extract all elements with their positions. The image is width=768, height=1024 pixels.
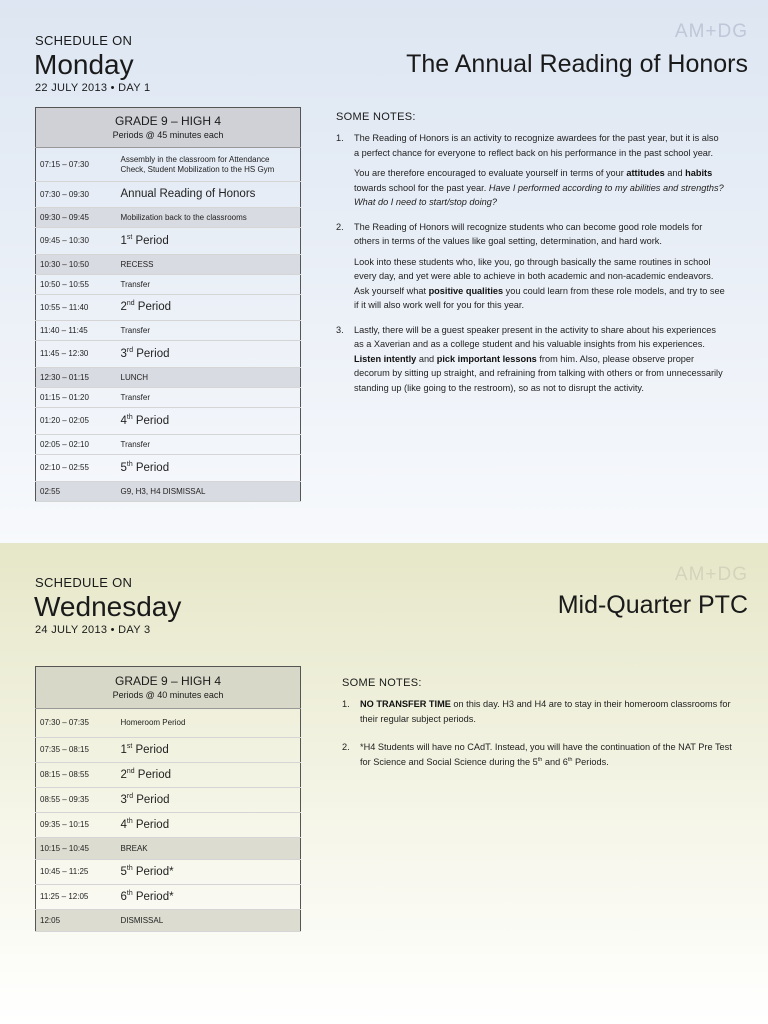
table-row <box>36 860 301 885</box>
table-row <box>36 182 301 208</box>
row-time: 10:50 – 10:55 <box>36 275 117 295</box>
table-row <box>36 208 301 228</box>
grade-label: GRADE 9 – HIGH 4 <box>114 114 222 129</box>
row-time: 11:40 – 11:45 <box>36 321 117 341</box>
day-name: Monday <box>34 49 134 80</box>
row-activity: 4th Period <box>117 813 301 838</box>
note-item: 1. The Reading of Honors is an activity to recognize awardees for the past year, but it is also a perfect chance for everyone to reflect back on his performance in the past school year. You are therefore encouraged to evaluate yourself in terms of your attitudes and habits towards school for the past year. Have I performed according to my abilities and strengths? What do I need to start/stop doing? <box>336 131 726 210</box>
row-activity: LUNCH <box>117 368 301 388</box>
period-length-label: Periods @ 40 minutes each <box>112 690 224 701</box>
row-time: 08:55 – 09:35 <box>36 788 117 813</box>
row-time: 01:20 – 02:05 <box>36 408 117 435</box>
note-paragraph: Lastly, there will be a guest speaker present in the activity to share about his experiences as a Xaverian and as a college student and his valuable insights from his experiences. Listen intently and pick important lessons from him. Also, please observe proper decorum by sitting up straight, and refraining from talking with others or from unnecessarily standing up (like going to the restroom), so as not to disrupt the activity. <box>354 324 723 393</box>
grade-label: GRADE 9 – HIGH 4 <box>114 674 222 689</box>
note-item: 2. The Reading of Honors will recognize students who can become good role models for others in terms of the values like goal setting, determination, and hard work. Look into these students who, like you, go through basically the same routines in school every day, and yet were able to achieve in both academic and non-academic endeavors. Ask yourself what positive qualities you could learn from these role models, and try to see if it will also work well for you for this year. <box>336 220 726 313</box>
note-paragraph: You are therefore encouraged to evaluate yourself in terms of your attitudes and habits towards school for the past year. Have I performed according to my abilities and strengths? What do I need to start/stop doing? <box>354 168 724 208</box>
day-name: Wednesday <box>34 591 182 622</box>
table-row <box>36 709 301 738</box>
row-activity: Assembly in the classroom for Attendance Check, Student Mobilization to the HS Gym <box>117 148 301 182</box>
row-time: 10:55 – 11:40 <box>36 295 117 321</box>
row-activity: Homeroom Period <box>117 709 301 738</box>
row-time: 10:45 – 11:25 <box>36 860 117 885</box>
row-activity: Transfer <box>117 321 301 341</box>
note-paragraph: Look into these students who, like you, go through basically the same routines in school every day, and yet were able to achieve in both academic and non-academic endeavors. Ask yourself what positive qualities you could learn from these role models, and try to see if it will also work well for you for this year. <box>354 256 725 311</box>
row-activity: Transfer <box>117 388 301 408</box>
notes-list <box>342 697 732 779</box>
table-row <box>36 368 301 388</box>
row-activity: DISMISSAL <box>117 910 301 932</box>
event-title: Mid-Quarter PTC <box>557 591 748 619</box>
note-paragraph: The Reading of Honors will recognize students who can become good role models for others in terms of the values like goal setting, determination, and hard work. <box>354 221 703 247</box>
table-row <box>36 738 301 763</box>
table-header <box>36 108 301 148</box>
table-row <box>36 788 301 813</box>
table-row <box>36 910 301 932</box>
note-item: 2. *H4 Students will have no CAdT. Instead, you will have the continuation of the NAT Pre Test for Science and Social Science during the 5th and 6th Periods. <box>342 740 732 769</box>
wednesday-section <box>0 543 768 1024</box>
row-time: 10:15 – 10:45 <box>36 838 117 860</box>
notes-heading: SOME NOTES: <box>342 677 422 689</box>
amdg-logo: AM+DG <box>674 21 748 42</box>
table-row <box>36 763 301 788</box>
table-row <box>36 455 301 482</box>
table-row <box>36 228 301 255</box>
note-item: 3. Lastly, there will be a guest speaker present in the activity to share about his experiences as a Xaverian and as a college student and his valuable insights from his experiences. Listen intently and pick important lessons from him. Also, please observe proper decorum by sitting up straight, and refraining from talking with others or from unnecessarily standing up (like going to the restroom), so as not to disrupt the activity. <box>336 323 726 396</box>
row-activity: Transfer <box>117 275 301 295</box>
event-title: The Annual Reading of Honors <box>406 50 748 78</box>
row-activity: 5th Period* <box>117 860 301 885</box>
row-activity: 3rd Period <box>117 788 301 813</box>
row-activity: RECESS <box>117 255 301 275</box>
row-time: 08:15 – 08:55 <box>36 763 117 788</box>
row-time: 02:10 – 02:55 <box>36 455 117 482</box>
note-paragraph: NO TRANSFER TIME on this day. H3 and H4 are to stay in their homeroom classrooms for their regular subject periods. <box>360 699 731 724</box>
row-activity: 1st Period <box>117 228 301 255</box>
schedule-on-label: SCHEDULE ON <box>35 33 133 48</box>
table-row <box>36 148 301 182</box>
notes-heading: SOME NOTES: <box>336 111 416 123</box>
row-time: 07:30 – 07:35 <box>36 709 117 738</box>
row-activity: Mobilization back to the classrooms <box>117 208 301 228</box>
schedule-table <box>35 666 301 932</box>
table-row <box>36 838 301 860</box>
table-row <box>36 813 301 838</box>
row-activity: 5th Period <box>117 455 301 482</box>
note-item: 1. NO TRANSFER TIME on this day. H3 and H4 are to stay in their homeroom classrooms for their regular subject periods. <box>342 697 732 726</box>
row-activity: 6th Period* <box>117 885 301 910</box>
row-time: 12:30 – 01:15 <box>36 368 117 388</box>
row-time: 11:25 – 12:05 <box>36 885 117 910</box>
schedule-table <box>35 107 301 502</box>
row-time: 09:45 – 10:30 <box>36 228 117 255</box>
notes-list <box>336 131 726 406</box>
note-paragraph: *H4 Students will have no CAdT. Instead, you will have the continuation of the NAT Pre Test for Science and Social Science during the 5th and 6th Periods. <box>360 742 732 767</box>
day-date: 24 JULY 2013 • DAY 3 <box>35 624 151 636</box>
row-activity: 4th Period <box>117 408 301 435</box>
row-activity: Transfer <box>117 435 301 455</box>
table-row <box>36 341 301 368</box>
row-time: 10:30 – 10:50 <box>36 255 117 275</box>
row-activity: G9, H3, H4 DISMISSAL <box>117 482 301 502</box>
schedule-on-label: SCHEDULE ON <box>35 575 133 590</box>
day-date: 22 JULY 2013 • DAY 1 <box>35 82 151 94</box>
table-header <box>36 667 301 709</box>
row-activity: BREAK <box>117 838 301 860</box>
row-activity: 1st Period <box>117 738 301 763</box>
table-row <box>36 435 301 455</box>
row-time: 02:05 – 02:10 <box>36 435 117 455</box>
row-time: 01:15 – 01:20 <box>36 388 117 408</box>
row-activity: 3rd Period <box>117 341 301 368</box>
row-time: 11:45 – 12:30 <box>36 341 117 368</box>
row-time: 07:30 – 09:30 <box>36 182 117 208</box>
table-row <box>36 295 301 321</box>
table-row <box>36 885 301 910</box>
table-row <box>36 275 301 295</box>
row-activity: 2nd Period <box>117 763 301 788</box>
row-time: 07:15 – 07:30 <box>36 148 117 182</box>
row-time: 07:35 – 08:15 <box>36 738 117 763</box>
table-row <box>36 255 301 275</box>
row-time: 12:05 <box>36 910 117 932</box>
table-row <box>36 408 301 435</box>
row-time: 02:55 <box>36 482 117 502</box>
row-activity: Annual Reading of Honors <box>117 182 301 208</box>
table-row <box>36 321 301 341</box>
amdg-logo: AM+DG <box>674 564 748 585</box>
row-activity: 2nd Period <box>117 295 301 321</box>
table-row <box>36 482 301 502</box>
note-paragraph: The Reading of Honors is an activity to recognize awardees for the past year, but it is also a perfect chance for everyone to reflect back on his performance in the past school year. <box>354 133 719 158</box>
row-time: 09:30 – 09:45 <box>36 208 117 228</box>
period-length-label: Periods @ 45 minutes each <box>112 130 224 141</box>
table-row <box>36 388 301 408</box>
row-time: 09:35 – 10:15 <box>36 813 117 838</box>
